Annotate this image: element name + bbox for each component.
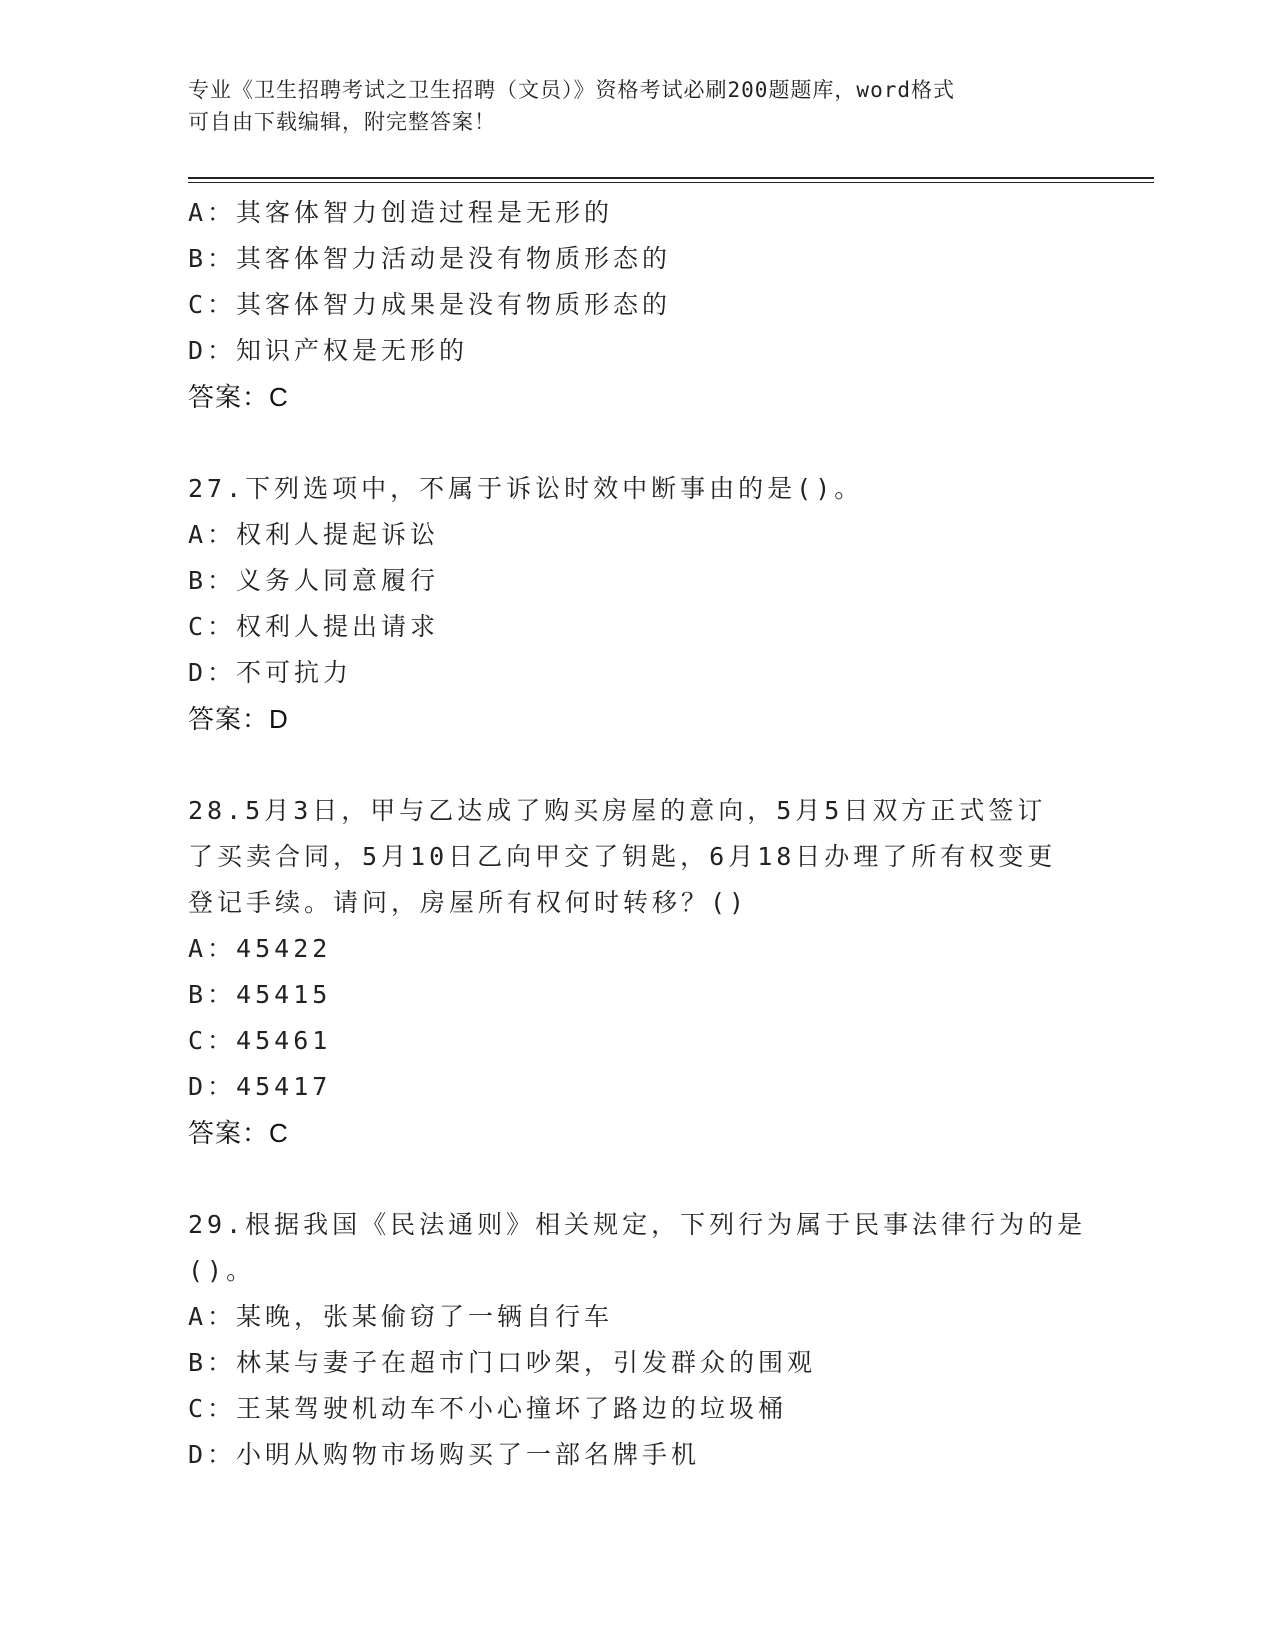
q28-option-b: B：45415 <box>188 980 332 1009</box>
q29-option-d: D：小明从购物市场购买了一部名牌手机 <box>188 1440 701 1469</box>
q27-option-b: B：义务人同意履行 <box>188 566 440 595</box>
question-26-block <box>188 190 1088 420</box>
q29-question-line-1: 29.根据我国《民法通则》相关规定，下列行为属于民事法律行为的是 <box>188 1210 1087 1239</box>
q29-question-line-2: ()。 <box>188 1256 256 1285</box>
q27-answer: 答案：D <box>188 704 289 734</box>
header-title-line-1: 专业《卫生招聘考试之卫生招聘（文员）》资格考试必刷200题题库，word格式 <box>188 78 955 102</box>
q26-option-b: B：其客体智力活动是没有物质形态的 <box>188 244 672 273</box>
spacer <box>188 420 1088 466</box>
spacer <box>188 1156 1088 1202</box>
question-27-block <box>188 466 1088 742</box>
header-divider-thin <box>188 182 1154 183</box>
q27-option-c: C：权利人提出请求 <box>188 612 440 641</box>
q26-option-a: A：其客体智力创造过程是无形的 <box>188 198 614 227</box>
q29-option-c: C：王某驾驶机动车不小心撞坏了路边的垃圾桶 <box>188 1394 788 1423</box>
spacer <box>188 742 1088 788</box>
q28-question-line-1: 28.5月3日，甲与乙达成了购买房屋的意向，5月5日双方正式签订 <box>188 796 1047 825</box>
q28-option-a: A：45422 <box>188 934 332 963</box>
question-list <box>188 190 1088 1478</box>
header-divider-thick <box>188 177 1154 179</box>
q26-answer: 答案：C <box>188 382 289 412</box>
q28-answer: 答案：C <box>188 1118 289 1148</box>
q26-option-c: C：其客体智力成果是没有物质形态的 <box>188 290 672 319</box>
question-29-block <box>188 1202 1088 1478</box>
q29-option-b: B：林某与妻子在超市门口吵架，引发群众的围观 <box>188 1348 817 1377</box>
q28-option-d: D：45417 <box>188 1072 332 1101</box>
q28-question-line-3: 登记手续。请问，房屋所有权何时转移？() <box>188 888 749 917</box>
q29-option-a: A：某晚，张某偷窃了一辆自行车 <box>188 1302 614 1331</box>
q27-option-d: D：不可抗力 <box>188 658 353 687</box>
header-title-line-2: 可自由下载编辑，附完整答案！ <box>188 110 496 134</box>
question-28-block <box>188 788 1088 1156</box>
q28-option-c: C：45461 <box>188 1026 332 1055</box>
q27-option-a: A：权利人提起诉讼 <box>188 520 440 549</box>
q26-option-d: D：知识产权是无形的 <box>188 336 469 365</box>
q28-question-line-2: 了买卖合同，5月10日乙向甲交了钥匙，6月18日办理了所有权变更 <box>188 842 1057 871</box>
q27-question: 27.下列选项中，不属于诉讼时效中断事由的是()。 <box>188 474 864 503</box>
document-header <box>188 74 1088 138</box>
